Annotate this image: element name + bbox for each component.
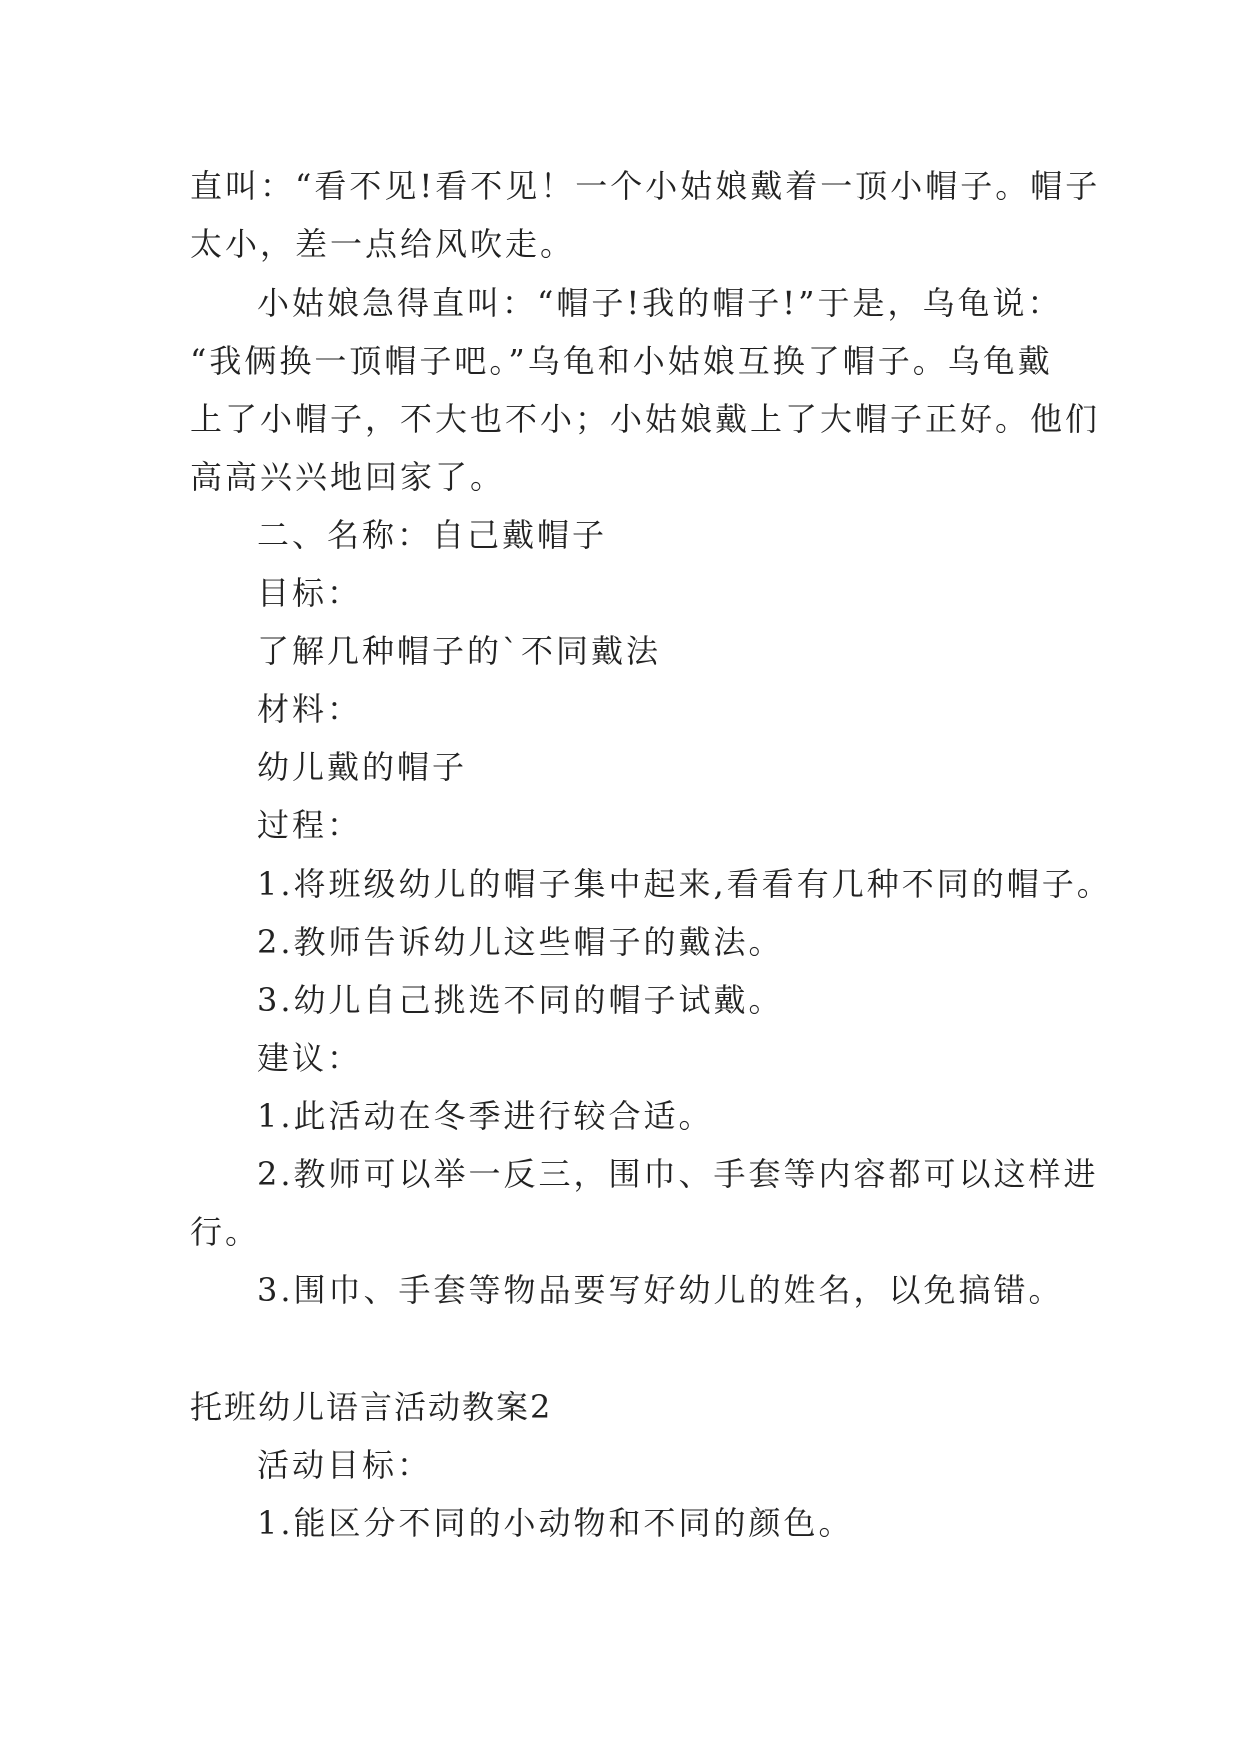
text-line: 过程： bbox=[257, 806, 363, 844]
text-line: 目标： bbox=[257, 574, 363, 612]
list-item: 1.能区分不同的小动物和不同的颜色。 bbox=[257, 1504, 854, 1542]
list-item: 3.幼儿自己挑选不同的帽子试戴。 bbox=[257, 981, 784, 1019]
text-line: 材料： bbox=[257, 690, 363, 728]
text-line: 了解几种帽子的`不同戴法 bbox=[257, 632, 662, 670]
list-item: 2.教师可以举一反三，围巾、手套等内容都可以这样进 bbox=[257, 1155, 1099, 1193]
text-line: 高高兴兴地回家了。 bbox=[190, 458, 506, 496]
text-line: 上了小帽子，不大也不小；小姑娘戴上了大帽子正好。他们 bbox=[190, 400, 1101, 438]
list-item: 2.教师告诉幼儿这些帽子的戴法。 bbox=[257, 923, 784, 961]
document-title: 托班幼儿语言活动教案2 bbox=[190, 1388, 553, 1426]
section-heading: 二、名称：自己戴帽子 bbox=[257, 516, 608, 554]
list-item: 1.此活动在冬季进行较合适。 bbox=[257, 1097, 714, 1135]
text-line: 直叫：“看不见!看不见！一个小姑娘戴着一顶小帽子。帽子 bbox=[190, 167, 1101, 205]
text-line: 建议： bbox=[257, 1039, 363, 1077]
text-line: 小姑娘急得直叫：“帽子!我的帽子!”于是，乌龟说： bbox=[257, 284, 1063, 322]
text-line: 活动目标： bbox=[257, 1446, 433, 1484]
text-line: 幼儿戴的帽子 bbox=[257, 748, 468, 786]
text-line: 行。 bbox=[190, 1213, 261, 1251]
list-item: 3.围巾、手套等物品要写好幼儿的姓名，以免搞错。 bbox=[257, 1271, 1064, 1309]
list-item: 1.将班级幼儿的帽子集中起来,看看有几种不同的帽子。 bbox=[257, 865, 1112, 903]
text-line: “我俩换一顶帽子吧。”乌龟和小姑娘互换了帽子。乌龟戴 bbox=[190, 342, 1053, 380]
text-line: 太小，差一点给风吹走。 bbox=[190, 225, 576, 263]
